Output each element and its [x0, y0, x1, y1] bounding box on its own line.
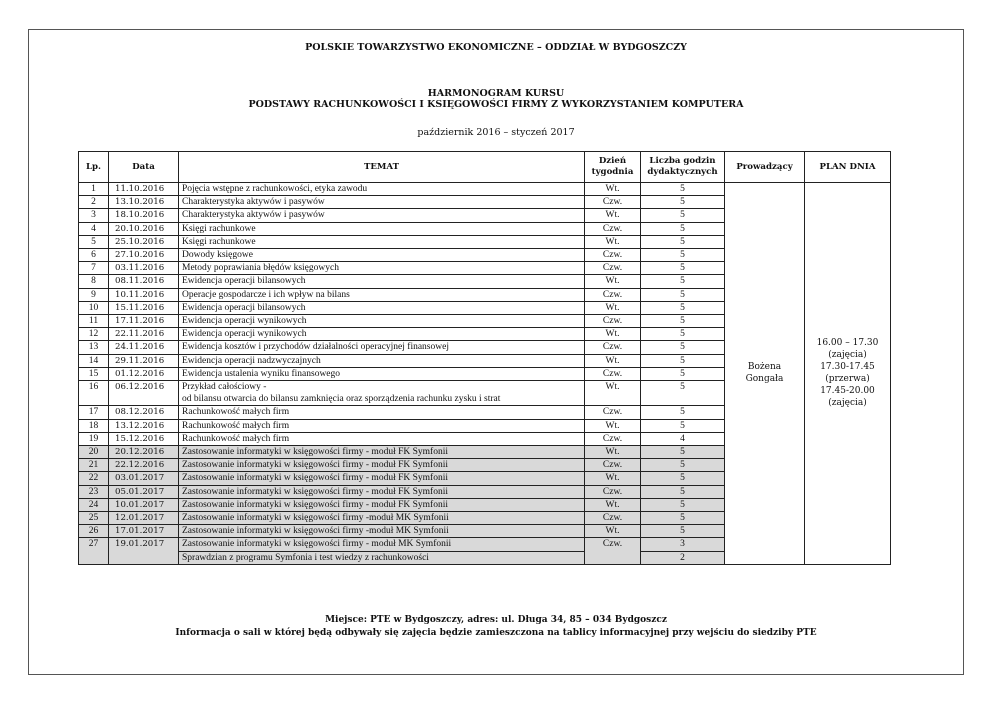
row-date: 22.11.2016 — [109, 328, 179, 341]
col-header-date: Data — [109, 152, 179, 183]
row-lp: 23 — [79, 485, 109, 498]
row-date: 20.12.2016 — [109, 446, 179, 459]
row-weekday: Wt. — [585, 472, 641, 485]
table-row — [79, 183, 891, 196]
row-date: 15.11.2016 — [109, 301, 179, 314]
row-topic: Charakterystyka aktywów i pasywów — [179, 209, 585, 222]
row-date: 01.12.2016 — [109, 367, 179, 380]
row-topic: Zastosowanie informatyki w księgowości firmy - moduł FK Symfonii — [179, 446, 585, 459]
row-topic: Zastosowanie informatyki w księgowości firmy - moduł FK Symfonii — [179, 472, 585, 485]
row-topic — [179, 381, 585, 406]
row-weekday: Wt. — [585, 354, 641, 367]
col-header-weekday — [585, 152, 641, 183]
row-date: 27.10.2016 — [109, 249, 179, 262]
day-plan-cell — [805, 183, 891, 565]
row-topic: Ewidencja kosztów i przychodów działalności operacyjnej finansowej — [179, 341, 585, 354]
col-header-lecturer: Prowadzący — [725, 152, 805, 183]
row-lp: 17 — [79, 406, 109, 419]
col-header-plan: PLAN DNIA — [805, 152, 891, 183]
row-topic: Rachunkowość małych firm — [179, 432, 585, 445]
row-weekday: Czw. — [585, 367, 641, 380]
row-weekday: Czw. — [585, 288, 641, 301]
row-weekday: Czw. — [585, 512, 641, 525]
row-weekday: Czw. — [585, 406, 641, 419]
row-weekday: Wt. — [585, 381, 641, 406]
row-topic: Dowody księgowe — [179, 249, 585, 262]
row-lp: 5 — [79, 235, 109, 248]
row-topic: Ewidencja operacji wynikowych — [179, 328, 585, 341]
row-weekday: Czw. — [585, 341, 641, 354]
col-header-topic: TEMAT — [179, 152, 585, 183]
row-date: 06.12.2016 — [109, 381, 179, 406]
row-topic: Zastosowanie informatyki w księgowości firmy - moduł FK Symfonii — [179, 485, 585, 498]
row-weekday: Czw. — [585, 538, 641, 564]
row-weekday: Wt. — [585, 525, 641, 538]
row-lp: 20 — [79, 446, 109, 459]
row-date: 08.11.2016 — [109, 275, 179, 288]
row-topic: Zastosowanie informatyki w księgowości firmy - moduł FK Symfonii — [179, 459, 585, 472]
row-hours: 5 — [641, 498, 725, 511]
col-header-hours-line1: Liczba godzin — [649, 156, 716, 166]
row-topic-line1: Przykład całościowy - — [182, 382, 267, 393]
col-header-hours-line2: dydaktycznych — [647, 167, 718, 177]
row-hours: 5 — [641, 275, 725, 288]
row-topic: Zastosowanie informatyki w księgowości firmy - moduł FK Symfonii — [179, 498, 585, 511]
row-weekday: Czw. — [585, 249, 641, 262]
schedule-table — [78, 151, 891, 565]
row-weekday: Czw. — [585, 432, 641, 445]
row-date: 13.10.2016 — [109, 196, 179, 209]
row-topic: Księgi rachunkowe — [179, 235, 585, 248]
row-topic: Ewidencja operacji wynikowych — [179, 315, 585, 328]
row-lp: 16 — [79, 381, 109, 406]
row-topic: Zastosowanie informatyki w księgowości firmy - moduł MK Symfonii — [179, 538, 585, 551]
row-hours: 5 — [641, 512, 725, 525]
row-lp: 8 — [79, 275, 109, 288]
row-weekday: Wt. — [585, 301, 641, 314]
day-plan-line: 17.45-20.00 — [820, 386, 875, 397]
row-weekday: Czw. — [585, 262, 641, 275]
row-hours: 4 — [641, 432, 725, 445]
row-hours: 5 — [641, 301, 725, 314]
row-hours: 5 — [641, 354, 725, 367]
row-lp: 14 — [79, 354, 109, 367]
table-header-row — [79, 152, 891, 183]
row-date: 15.12.2016 — [109, 432, 179, 445]
row-lp: 9 — [79, 288, 109, 301]
test-hours: 2 — [641, 551, 725, 564]
row-hours: 5 — [641, 209, 725, 222]
row-lp: 3 — [79, 209, 109, 222]
row-lp: 21 — [79, 459, 109, 472]
row-lp: 18 — [79, 419, 109, 432]
row-lp: 12 — [79, 328, 109, 341]
row-lp: 27 — [79, 538, 109, 564]
row-lp: 11 — [79, 315, 109, 328]
row-date: 10.11.2016 — [109, 288, 179, 301]
row-date: 11.10.2016 — [109, 183, 179, 196]
row-topic: Metody poprawiania błędów księgowych — [179, 262, 585, 275]
row-date: 19.01.2017 — [109, 538, 179, 564]
row-lp: 2 — [79, 196, 109, 209]
row-weekday: Wt. — [585, 446, 641, 459]
document-title: HARMONOGRAM KURSU — [427, 88, 565, 99]
day-plan-line: (przerwa) — [825, 374, 870, 385]
row-hours: 5 — [641, 485, 725, 498]
row-lp: 24 — [79, 498, 109, 511]
row-weekday: Czw. — [585, 459, 641, 472]
row-date: 17.11.2016 — [109, 315, 179, 328]
row-lp: 7 — [79, 262, 109, 275]
venue-note: Miejsce: PTE w Bydgoszczy, adres: ul. Długa 34, 85 – 034 Bydgoszcz — [325, 615, 667, 625]
lecturer-last-name: Gongała — [745, 374, 784, 385]
row-topic: Zastosowanie informatyki w księgowości firmy -moduł MK Symfonii — [179, 512, 585, 525]
room-info-note: Informacja o sali w której będą odbywały się zajęcia będzie zamieszczona na tablicy informacyjnej przy wejściu do siedziby PTE — [175, 628, 817, 638]
lecturer-first-name: Bożena — [747, 362, 782, 373]
row-lp: 26 — [79, 525, 109, 538]
row-date: 12.01.2017 — [109, 512, 179, 525]
row-topic: Ewidencja operacji bilansowych — [179, 301, 585, 314]
row-lp: 13 — [79, 341, 109, 354]
row-weekday: Czw. — [585, 222, 641, 235]
day-plan-line: 17.30-17.45 — [820, 362, 875, 373]
row-topic: Księgi rachunkowe — [179, 222, 585, 235]
row-topic: Pojęcia wstępne z rachunkowości, etyka zawodu — [179, 183, 585, 196]
row-date: 20.10.2016 — [109, 222, 179, 235]
row-weekday: Wt. — [585, 183, 641, 196]
row-hours: 5 — [641, 235, 725, 248]
row-date: 03.01.2017 — [109, 472, 179, 485]
row-date: 24.11.2016 — [109, 341, 179, 354]
row-date: 18.10.2016 — [109, 209, 179, 222]
row-topic: Ewidencja operacji nadzwyczajnych — [179, 354, 585, 367]
row-lp: 15 — [79, 367, 109, 380]
col-header-weekday-line1: Dzień — [598, 156, 627, 166]
row-topic: Ewidencja ustalenia wyniku finansowego — [179, 367, 585, 380]
row-topic: Charakterystyka aktywów i pasywów — [179, 196, 585, 209]
row-weekday: Wt. — [585, 209, 641, 222]
row-hours: 5 — [641, 459, 725, 472]
row-lp: 19 — [79, 432, 109, 445]
row-hours: 5 — [641, 328, 725, 341]
col-header-hours — [641, 152, 725, 183]
row-hours: 5 — [641, 525, 725, 538]
row-weekday: Czw. — [585, 315, 641, 328]
row-date: 22.12.2016 — [109, 459, 179, 472]
course-period: październik 2016 – styczeń 2017 — [417, 127, 575, 138]
row-date: 25.10.2016 — [109, 235, 179, 248]
row-lp: 25 — [79, 512, 109, 525]
row-date: 03.11.2016 — [109, 262, 179, 275]
row-lp: 4 — [79, 222, 109, 235]
course-title: PODSTAWY RACHUNKOWOŚCI I KSIĘGOWOŚCI FIRMY Z WYKORZYSTANIEM KOMPUTERA — [248, 99, 744, 110]
row-date: 17.01.2017 — [109, 525, 179, 538]
row-hours: 5 — [641, 406, 725, 419]
col-header-lp: Lp. — [79, 152, 109, 183]
test-topic: Sprawdzian z programu Symfonia i test wiedzy z rachunkowości — [179, 551, 585, 564]
row-topic: Operacje gospodarcze i ich wpływ na bilans — [179, 288, 585, 301]
row-weekday: Wt. — [585, 328, 641, 341]
row-hours: 5 — [641, 446, 725, 459]
organization-heading: POLSKIE TOWARZYSTWO EKONOMICZNE – ODDZIAŁ W BYDGOSZCZY — [305, 42, 687, 53]
row-hours: 5 — [641, 341, 725, 354]
row-date: 29.11.2016 — [109, 354, 179, 367]
row-hours: 5 — [641, 419, 725, 432]
row-weekday: Wt. — [585, 235, 641, 248]
row-date: 05.01.2017 — [109, 485, 179, 498]
row-hours: 5 — [641, 222, 725, 235]
row-hours: 5 — [641, 288, 725, 301]
row-lp: 6 — [79, 249, 109, 262]
row-topic: Ewidencja operacji bilansowych — [179, 275, 585, 288]
row-topic: Rachunkowość małych firm — [179, 406, 585, 419]
row-hours: 5 — [641, 262, 725, 275]
day-plan-line: 16.00 – 17.30 — [816, 338, 879, 349]
row-topic: Rachunkowość małych firm — [179, 419, 585, 432]
row-weekday: Czw. — [585, 485, 641, 498]
row-hours: 5 — [641, 196, 725, 209]
row-date: 10.01.2017 — [109, 498, 179, 511]
row-weekday: Wt. — [585, 419, 641, 432]
row-weekday: Wt. — [585, 275, 641, 288]
col-header-weekday-line2: tygodnia — [591, 167, 634, 177]
day-plan-line: (zajęcia) — [828, 398, 867, 409]
row-hours: 5 — [641, 249, 725, 262]
row-hours: 5 — [641, 367, 725, 380]
row-topic-line2: od bilansu otwarcia do bilansu zamknięcia oraz sporządzenia rachunku zysku i strat — [182, 394, 501, 405]
row-hours: 5 — [641, 315, 725, 328]
row-date: 13.12.2016 — [109, 419, 179, 432]
row-lp: 22 — [79, 472, 109, 485]
row-lp: 1 — [79, 183, 109, 196]
row-hours: 3 — [641, 538, 725, 551]
row-topic: Zastosowanie informatyki w księgowości firmy -moduł MK Symfonii — [179, 525, 585, 538]
day-plan-line: (zajęcia) — [828, 350, 867, 361]
row-hours: 5 — [641, 381, 725, 406]
row-hours: 5 — [641, 472, 725, 485]
row-lp: 10 — [79, 301, 109, 314]
row-date: 08.12.2016 — [109, 406, 179, 419]
lecturer-cell — [725, 183, 805, 565]
row-hours: 5 — [641, 183, 725, 196]
row-weekday: Czw. — [585, 196, 641, 209]
row-weekday: Wt. — [585, 498, 641, 511]
